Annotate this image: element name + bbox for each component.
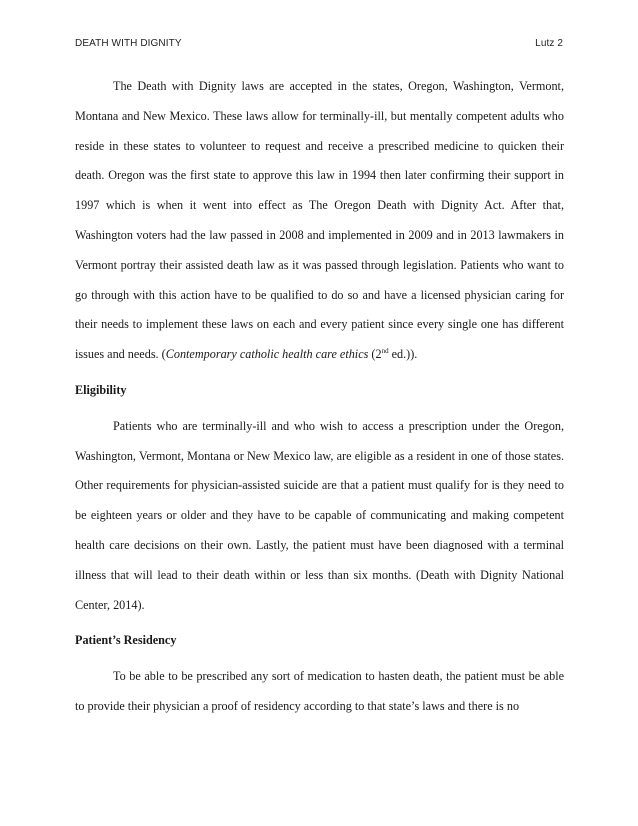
intro-paragraph-text: The Death with Dignity laws are accepted in the states, Oregon, Washington, Vermont, Montana and New Mexico. These laws allow for terminally-ill, but mentally competent adults who reside in these states to volunteer to request and receive a prescribed medicine to quicken their death. Oregon was the first state to approve this law in 1994 then later confirming their support in 1997 which is when it went into effect as The Oregon Death with Dignity Act. After that, Washington voters had the law passed in 2008 and implemented in 2009 and in 2013 lawmakers in Vermont portray their assisted death law as it was passed through legislation. Patients who want to go through with this action have to be qualified to do so and have a licensed physician caring for their needs to implement these laws on each and every patient since every single one has different issues and needs. ( (75, 79, 564, 362)
residency-heading: Patient’s Residency (75, 633, 177, 648)
running-head: DEATH WITH DIGNITY (75, 38, 182, 49)
residency-paragraph: To be able to be prescribed any sort of medication to hasten death, the patient must be able to provide their physician a proof of residency according to that state’s laws and there is no (75, 669, 564, 713)
citation-edition-superscript: nd (381, 347, 389, 356)
citation-edition: (2 (368, 347, 382, 362)
page-header (75, 38, 563, 52)
intro-paragraph (75, 72, 564, 370)
citation-close: ed.)). (388, 347, 418, 362)
eligibility-paragraph: Patients who are terminally-ill and who wish to access a prescription under the Oregon, Washington, Vermont, Montana or New Mexico law, are eligible as a resident in one of those states. Other requirements for physician-assisted suicide are that a patient must qualify for is they need to be eighteen years or older and they have to be capable of communicating and making competent health care decisions on their own. Lastly, the patient must have been diagnosed with a terminal illness that will lead to their death within or less than six months. (Death with Dignity National Center, 2014). (75, 418, 564, 612)
eligibility-heading: Eligibility (75, 382, 127, 397)
document-body (75, 72, 564, 722)
page-number: Lutz 2 (535, 38, 563, 49)
citation-title: Contemporary catholic health care ethics (165, 347, 369, 362)
